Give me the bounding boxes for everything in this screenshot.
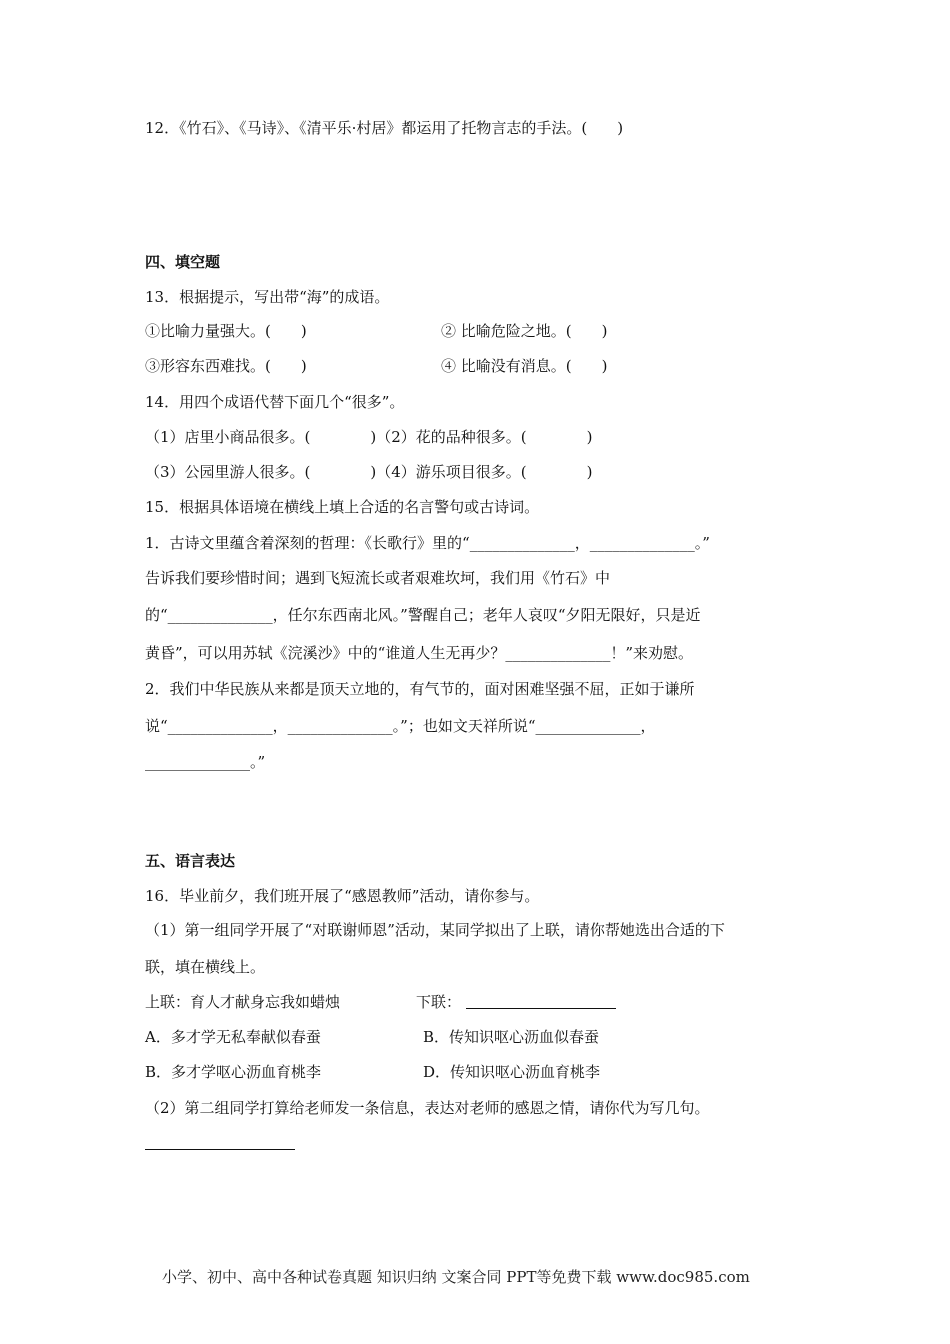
question-14-row-1: （1）店里小商品很多。( )（2）花的品种很多。( ) [145,428,593,446]
section-4-title: 四、填空题 [145,253,221,271]
option-b-left: B．多才学呕心沥血育桃李 [145,1063,322,1081]
question-15-para-2-line-3: ______________。” [145,753,266,771]
lower-couplet-label: 下联： [416,993,462,1011]
question-16-prompt: 16．毕业前夕，我们班开展了“感恩教师”活动，请你参与。 [145,887,540,905]
question-15-para-1-line-4: 黄昏”，可以用苏轼《浣溪沙》中的“谁道人生无再少？______________！”来劝慰。 [145,644,694,662]
question-15-para-1-line-3: 的“______________，任尔东西南北风。”警醒自己；老年人哀叹“夕阳无限好，只是近 [145,606,701,624]
question-15-para-1-line-1: 1．古诗文里蕴含着深刻的哲理：《长歌行》里的“______________，______________。” [145,534,710,552]
option-b-right: B．传知识呕心沥血似春蚕 [423,1028,600,1046]
question-16-sub-1-line-2: 联，填在横线上。 [145,958,266,976]
question-15-para-1-line-2: 告诉我们要珍惜时间；遇到飞短流长或者艰难坎坷，我们用《竹石》中 [145,569,611,587]
option-d: D．传知识呕心沥血育桃李 [423,1063,601,1081]
option-a: A．多才学无私奉献似春蚕 [145,1028,321,1046]
question-15-para-2-line-2: 说“______________，______________。”；也如文天祥所说“______________， [145,717,656,735]
message-answer-line [145,1149,295,1150]
question-13-item-3: ③形容东西难找。( ) [145,357,307,375]
section-5-title: 五、语言表达 [145,852,236,870]
question-15-para-2-line-1: 2．我们中华民族从来都是顶天立地的，有气节的，面对困难坚强不屈，正如于谦所 [145,680,695,698]
question-13-item-1: ①比喻力量强大。( ) [145,322,307,340]
question-13-item-4: ④ 比喻没有消息。( ) [441,357,608,375]
question-14-row-2: （3）公园里游人很多。( )（4）游乐项目很多。( ) [145,463,593,481]
question-15-prompt: 15．根据具体语境在横线上填上合适的名言警句或古诗词。 [145,498,540,516]
question-16-sub-1-line-1: （1）第一组同学开展了“对联谢师恩”活动，某同学拟出了上联，请你帮她选出合适的下 [145,921,725,939]
question-13-item-2: ② 比喻危险之地。( ) [441,322,608,340]
lower-couplet-answer-line [466,1008,616,1009]
question-12: 12．《竹石》、《马诗》、《清平乐·村居》都运用了托物言志的手法。( ) [145,119,624,137]
question-16-sub-2: （2）第二组同学打算给老师发一条信息，表达对老师的感恩之情，请你代为写几句。 [145,1099,710,1117]
question-13-prompt: 13．根据提示，写出带“海”的成语。 [145,288,390,306]
page-footer: 小学、初中、高中各种试卷真题 知识归纳 文案合同 PPT等免费下载 www.doc985.com [162,1268,750,1286]
upper-couplet: 上联：育人才献身忘我如蜡烛 [145,993,341,1011]
question-14-prompt: 14．用四个成语代替下面几个“很多”。 [145,393,405,411]
